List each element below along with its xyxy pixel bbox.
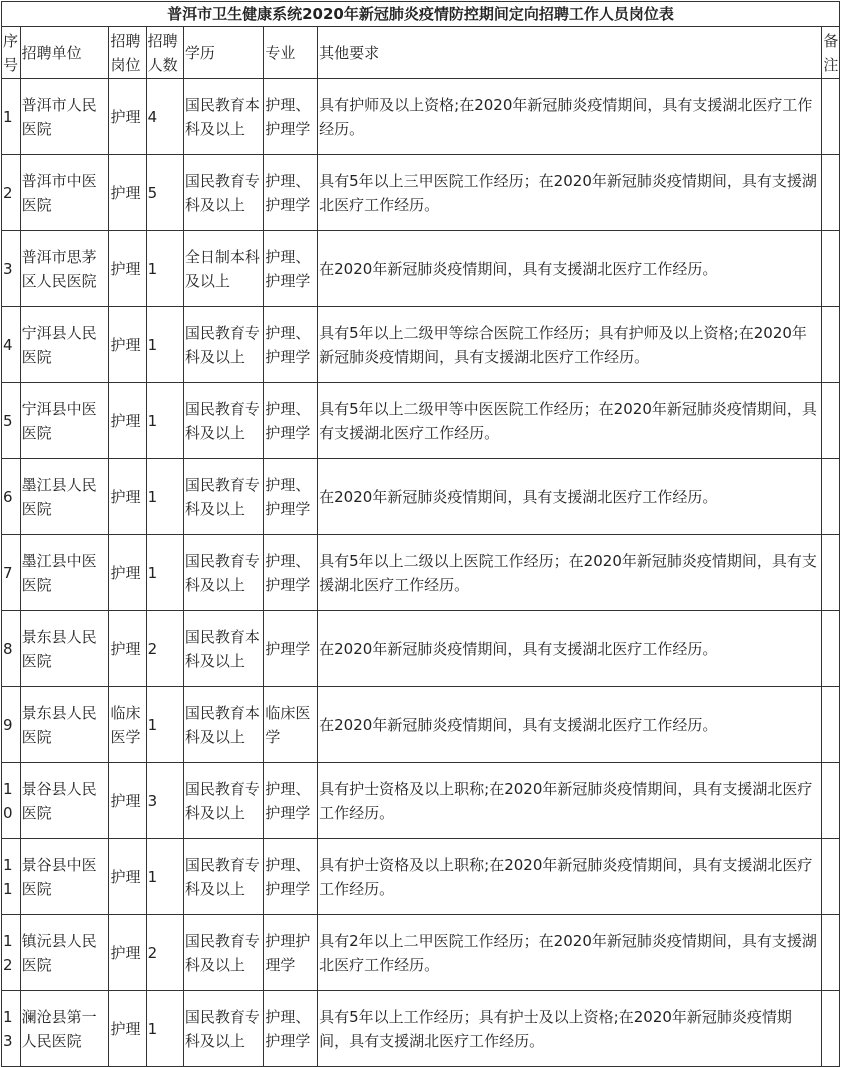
cell-edu: 国民教育专科及以上	[183, 459, 264, 535]
table-row	[2, 79, 840, 155]
table-row	[2, 915, 840, 991]
cell-unit: 景东县人民医院	[20, 687, 109, 763]
cell-req: 具有5年以上二级以上医院工作经历；在2020年新冠肺炎疫情期间，具有支援湖北医疗工作经历。	[318, 535, 822, 611]
cell-no: 5	[2, 383, 21, 459]
cell-edu: 国民教育专科及以上	[183, 763, 264, 839]
cell-no: 2	[2, 155, 21, 231]
cell-note	[822, 915, 840, 991]
table-row	[2, 307, 840, 383]
cell-edu: 国民教育专科及以上	[183, 155, 264, 231]
cell-req: 在2020年新冠肺炎疫情期间，具有支援湖北医疗工作经历。	[318, 687, 822, 763]
cell-note	[822, 763, 840, 839]
cell-no: 8	[2, 611, 21, 687]
cell-count: 1	[146, 991, 183, 1067]
cell-post: 护理	[109, 231, 146, 307]
cell-major: 护理学	[264, 611, 318, 687]
cell-note	[822, 383, 840, 459]
table-row	[2, 231, 840, 307]
recruitment-table	[1, 1, 840, 1067]
cell-count: 1	[146, 535, 183, 611]
cell-note	[822, 687, 840, 763]
cell-req: 在2020年新冠肺炎疫情期间，具有支援湖北医疗工作经历。	[318, 611, 822, 687]
cell-req: 具有2年以上二甲医院工作经历；在2020年新冠肺炎疫情期间，具有支援湖北医疗工作经历。	[318, 915, 822, 991]
cell-no: 13	[2, 991, 21, 1067]
header-edu: 学历	[183, 27, 264, 79]
cell-post: 护理	[109, 611, 146, 687]
header-major: 专业	[264, 27, 318, 79]
cell-no: 11	[2, 839, 21, 915]
cell-major: 护理、护理学	[264, 459, 318, 535]
cell-edu: 国民教育专科及以上	[183, 991, 264, 1067]
cell-count: 4	[146, 79, 183, 155]
table-row	[2, 535, 840, 611]
header-count: 招聘人数	[146, 27, 183, 79]
header-row	[2, 27, 840, 79]
cell-count: 2	[146, 611, 183, 687]
cell-post: 临床医学	[109, 687, 146, 763]
cell-major: 护理护理学	[264, 915, 318, 991]
cell-no: 12	[2, 915, 21, 991]
cell-edu: 全日制本科及以上	[183, 231, 264, 307]
cell-post: 护理	[109, 155, 146, 231]
cell-post: 护理	[109, 839, 146, 915]
cell-note	[822, 535, 840, 611]
cell-note	[822, 459, 840, 535]
cell-unit: 镇沅县人民医院	[20, 915, 109, 991]
cell-unit: 景谷县人民医院	[20, 763, 109, 839]
cell-post: 护理	[109, 763, 146, 839]
cell-note	[822, 79, 840, 155]
cell-major: 护理、护理学	[264, 839, 318, 915]
cell-req: 具有5年以上三甲医院工作经历；在2020年新冠肺炎疫情期间，具有支援湖北医疗工作经历。	[318, 155, 822, 231]
cell-count: 1	[146, 383, 183, 459]
cell-note	[822, 307, 840, 383]
cell-edu: 国民教育本科及以上	[183, 611, 264, 687]
cell-edu: 国民教育专科及以上	[183, 307, 264, 383]
cell-unit: 景谷县中医医院	[20, 839, 109, 915]
cell-count: 2	[146, 915, 183, 991]
cell-unit: 景东县人民医院	[20, 611, 109, 687]
table-row	[2, 839, 840, 915]
cell-req: 在2020年新冠肺炎疫情期间，具有支援湖北医疗工作经历。	[318, 231, 822, 307]
cell-edu: 国民教育专科及以上	[183, 915, 264, 991]
cell-count: 5	[146, 155, 183, 231]
cell-no: 4	[2, 307, 21, 383]
cell-no: 3	[2, 231, 21, 307]
table-row	[2, 611, 840, 687]
cell-no: 7	[2, 535, 21, 611]
cell-count: 1	[146, 459, 183, 535]
cell-major: 护理、护理学	[264, 535, 318, 611]
cell-major: 护理、护理学	[264, 231, 318, 307]
cell-edu: 国民教育专科及以上	[183, 839, 264, 915]
cell-major: 护理、护理学	[264, 155, 318, 231]
cell-post: 护理	[109, 915, 146, 991]
table-row	[2, 991, 840, 1067]
cell-req: 具有5年以上二级甲等综合医院工作经历；具有护师及以上资格;在2020年新冠肺炎疫情期间，具有支援湖北医疗工作经历。	[318, 307, 822, 383]
cell-post: 护理	[109, 307, 146, 383]
header-req: 其他要求	[318, 27, 822, 79]
cell-post: 护理	[109, 383, 146, 459]
cell-post: 护理	[109, 991, 146, 1067]
cell-count: 1	[146, 687, 183, 763]
cell-major: 护理、护理学	[264, 383, 318, 459]
table-row	[2, 155, 840, 231]
table-row	[2, 383, 840, 459]
cell-count: 1	[146, 839, 183, 915]
cell-post: 护理	[109, 535, 146, 611]
cell-edu: 国民教育本科及以上	[183, 79, 264, 155]
cell-no: 1	[2, 79, 21, 155]
cell-count: 3	[146, 763, 183, 839]
cell-req: 具有5年以上二级甲等中医医院工作经历；在2020年新冠肺炎疫情期间，具有支援湖北医疗工作经历。	[318, 383, 822, 459]
table-title-row	[2, 2, 840, 27]
cell-count: 1	[146, 231, 183, 307]
cell-req: 在2020年新冠肺炎疫情期间，具有支援湖北医疗工作经历。	[318, 459, 822, 535]
cell-no: 9	[2, 687, 21, 763]
cell-major: 临床医学	[264, 687, 318, 763]
cell-edu: 国民教育本科及以上	[183, 687, 264, 763]
cell-unit: 普洱市中医医院	[20, 155, 109, 231]
table-row	[2, 459, 840, 535]
cell-count: 1	[146, 307, 183, 383]
cell-note	[822, 155, 840, 231]
cell-note	[822, 839, 840, 915]
cell-note	[822, 991, 840, 1067]
cell-major: 护理、护理学	[264, 307, 318, 383]
cell-req: 具有护士资格及以上职称;在2020年新冠肺炎疫情期间，具有支援湖北医疗工作经历。	[318, 839, 822, 915]
cell-req: 具有护师及以上资格;在2020年新冠肺炎疫情期间，具有支援湖北医疗工作经历。	[318, 79, 822, 155]
cell-req: 具有5年以上工作经历；具有护士及以上资格;在2020年新冠肺炎疫情期间，具有支援湖北医疗工作经历。	[318, 991, 822, 1067]
cell-edu: 国民教育专科及以上	[183, 383, 264, 459]
cell-note	[822, 611, 840, 687]
cell-post: 护理	[109, 79, 146, 155]
cell-edu: 国民教育专科及以上	[183, 535, 264, 611]
cell-no: 6	[2, 459, 21, 535]
cell-unit: 宁洱县中医医院	[20, 383, 109, 459]
header-unit: 招聘单位	[20, 27, 109, 79]
header-note: 备注	[822, 27, 840, 79]
cell-unit: 墨江县人民医院	[20, 459, 109, 535]
cell-unit: 普洱市人民医院	[20, 79, 109, 155]
cell-note	[822, 231, 840, 307]
table-row	[2, 763, 840, 839]
cell-unit: 墨江县中医医院	[20, 535, 109, 611]
table-title: 普洱市卫生健康系统2020年新冠肺炎疫情防控期间定向招聘工作人员岗位表	[2, 2, 840, 27]
table-row	[2, 687, 840, 763]
cell-major: 护理、护理学	[264, 763, 318, 839]
cell-req: 具有护士资格及以上职称;在2020年新冠肺炎疫情期间，具有支援湖北医疗工作经历。	[318, 763, 822, 839]
cell-major: 护理、护理学	[264, 79, 318, 155]
header-post: 招聘岗位	[109, 27, 146, 79]
header-no: 序号	[2, 27, 21, 79]
cell-unit: 澜沧县第一人民医院	[20, 991, 109, 1067]
cell-major: 护理、护理学	[264, 991, 318, 1067]
cell-no: 10	[2, 763, 21, 839]
cell-post: 护理	[109, 459, 146, 535]
cell-unit: 普洱市思茅区人民医院	[20, 231, 109, 307]
cell-unit: 宁洱县人民医院	[20, 307, 109, 383]
